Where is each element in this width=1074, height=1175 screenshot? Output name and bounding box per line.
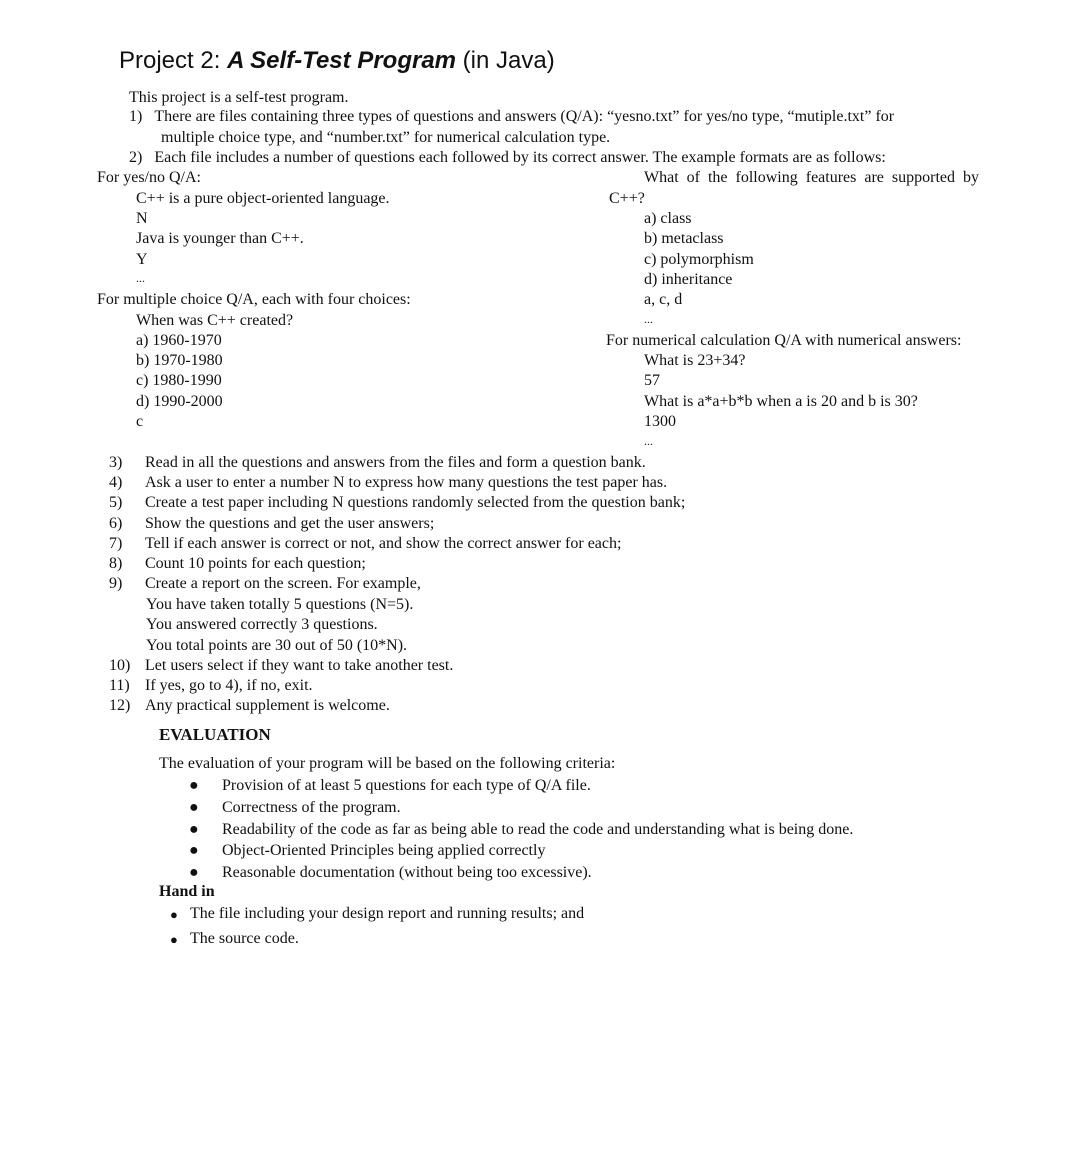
bullet-icon: ● (189, 777, 199, 794)
right-question-line1: What of the following features are supported by (644, 169, 980, 186)
right-answer: a, c, d (644, 291, 683, 308)
handin-item: The file including your design report and running results; and (190, 905, 585, 922)
numerical-line: What is a*a+b*b when a is 20 and b is 30? (644, 393, 918, 410)
report-line: You total points are 30 out of 50 (10*N). (146, 637, 408, 654)
right-question-line2: C++? (609, 190, 645, 207)
multi-line: When was C++ created? (136, 312, 294, 329)
evaluation-heading: EVALUATION (159, 725, 271, 744)
numerical-heading: For numerical calculation Q/A with numerical answers: (606, 332, 962, 349)
bullet-icon: ● (189, 842, 199, 859)
criteria-item: Object-Oriented Principles being applied correctly (222, 842, 546, 859)
criteria-item: Readability of the code as far as being able to read the code and understanding what is being done. (222, 821, 854, 838)
report-line: You answered correctly 3 questions. (146, 616, 378, 633)
numerical-line: 1300 (644, 413, 676, 430)
numerical-line: What is 23+34? (644, 352, 746, 369)
yesno-line: C++ is a pure object-oriented language. (136, 190, 390, 207)
item-2-text: Each file includes a number of questions each followed by its correct answer. The example formats are as follows: (154, 149, 886, 166)
right-ellipsis: ... (644, 312, 653, 326)
item-2-number: 2) (129, 149, 143, 166)
multi-line: b) 1970-1980 (136, 352, 223, 369)
step-item: 10) Let users select if they want to take another test. (109, 657, 454, 674)
bullet-icon: ● (189, 821, 199, 838)
right-choice: c) polymorphism (644, 251, 754, 268)
step-item: 5) Create a test paper including N questions randomly selected from the question bank; (109, 494, 686, 511)
item-1-number: 1) (129, 108, 143, 125)
right-choice: d) inheritance (644, 271, 733, 288)
bullet-icon: ● (170, 907, 178, 922)
criteria-item: Provision of at least 5 questions for each type of Q/A file. (222, 777, 591, 794)
step-item: 9) Create a report on the screen. For example, (109, 575, 421, 592)
step-item: 11) If yes, go to 4), if no, exit. (109, 677, 313, 694)
step-item: 12) Any practical supplement is welcome. (109, 697, 390, 714)
bullet-icon: ● (189, 864, 199, 881)
step-item: 6) Show the questions and get the user answers; (109, 515, 435, 532)
yesno-heading: For yes/no Q/A: (97, 169, 201, 186)
numerical-ellipsis: ... (644, 434, 653, 448)
multi-line: a) 1960-1970 (136, 332, 222, 349)
report-line: You have taken totally 5 questions (N=5). (146, 596, 414, 613)
step-item: 8) Count 10 points for each question; (109, 555, 366, 572)
yesno-line: Java is younger than C++. (136, 230, 304, 247)
right-choice: b) metaclass (644, 230, 724, 247)
evaluation-intro: The evaluation of your program will be based on the following criteria: (159, 755, 616, 772)
criteria-item: Correctness of the program. (222, 799, 401, 816)
handin-heading: Hand in (159, 883, 215, 900)
multi-heading: For multiple choice Q/A, each with four choices: (97, 291, 411, 308)
step-item: 3) Read in all the questions and answers from the files and form a question bank. (109, 454, 646, 471)
yesno-line: N (136, 210, 148, 227)
item-1 (129, 107, 894, 127)
page-title: Project 2: A Self-Test Program (in Java) (119, 47, 555, 74)
right-choice: a) class (644, 210, 692, 227)
intro-text: This project is a self-test program. (129, 89, 349, 106)
numerical-line: 57 (644, 372, 660, 389)
multi-line: c) 1980-1990 (136, 372, 222, 389)
step-item: 4) Ask a user to enter a number N to express how many questions the test paper has. (109, 474, 668, 491)
item-1-continued: multiple choice type, and “number.txt” for numerical calculation type. (161, 129, 611, 146)
multi-line: d) 1990-2000 (136, 393, 223, 410)
title-emphasis: A Self-Test Program (227, 47, 456, 74)
bullet-icon: ● (170, 932, 178, 947)
bullet-icon: ● (189, 799, 199, 816)
item-2 (129, 148, 886, 168)
step-item: 7) Tell if each answer is correct or not, and show the correct answer for each; (109, 535, 622, 552)
yesno-line: Y (136, 251, 148, 268)
multi-line: c (136, 413, 144, 430)
criteria-item: Reasonable documentation (without being too excessive). (222, 864, 592, 881)
handin-item: The source code. (190, 930, 299, 947)
item-1-text: There are files containing three types of questions and answers (Q/A): “yesno.txt” for yes/no type, “mutiple.txt” for (154, 108, 895, 125)
yesno-ellipsis: ... (136, 271, 145, 285)
